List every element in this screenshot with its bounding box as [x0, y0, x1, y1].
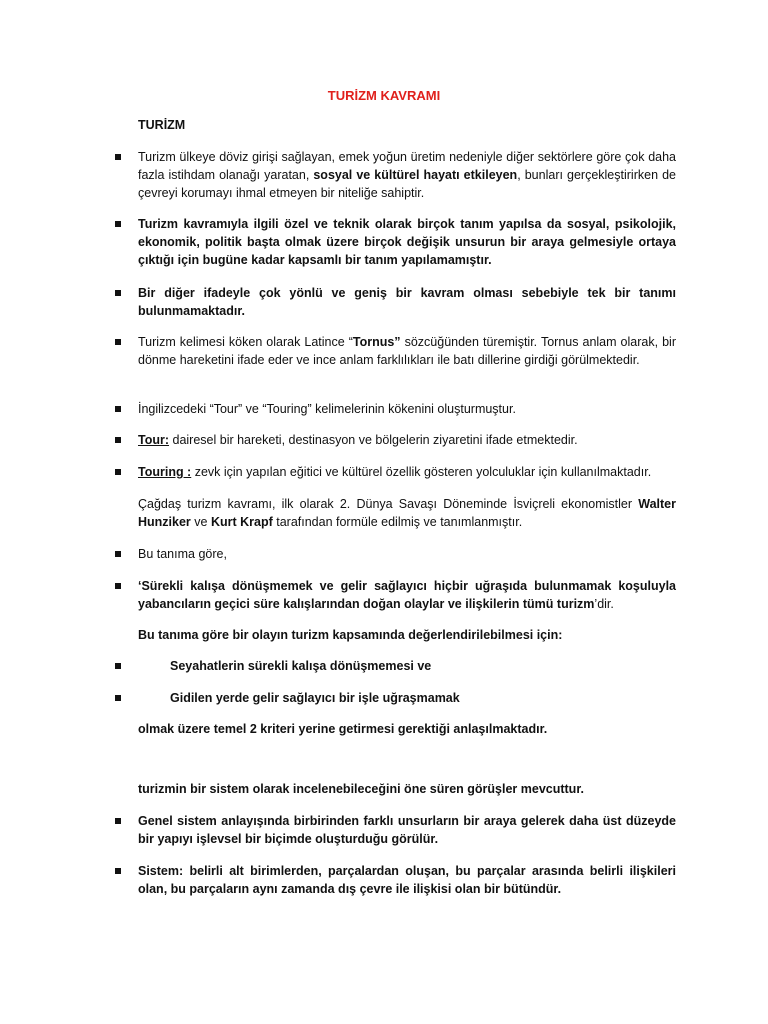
bullet-icon: [115, 818, 121, 824]
bullet-icon: [115, 868, 121, 874]
bullet-icon: [115, 406, 121, 412]
paragraph-11: Bu tanıma göre bir olayın turizm kapsamında değerlendirilebilmesi için:: [138, 628, 563, 642]
paragraph-8: Çağdaş turizm kavramı, ilk olarak 2. Dünya Savaşı Döneminde İsviçreli ekonomistler Walter Hunziker ve Kurt Krapf tarafından formüle edilmiş ve tanımlanmıştır.: [138, 497, 676, 529]
paragraph-15: turizmin bir sistem olarak incelenebileceğini öne süren görüşler mevcuttur.: [138, 782, 584, 796]
paragraph-7: Touring : zevk için yapılan eğitici ve kültürel özellik gösteren yolculuklar için kullanılmaktadır.: [138, 465, 652, 479]
paragraph-6: Tour: dairesel bir hareketi, destinasyon ve bölgelerin ziyaretini ifade etmektedir.: [138, 433, 578, 447]
paragraph-12: Seyahatlerin sürekli kalışa dönüşmemesi ve: [170, 659, 432, 673]
bullet-icon: [115, 663, 121, 669]
bullet-icon: [115, 339, 121, 345]
bullet-icon: [115, 551, 121, 557]
bullet-icon: [115, 437, 121, 443]
bullet-icon: [115, 154, 121, 160]
document-title: TURİZM KAVRAMI: [327, 88, 441, 103]
paragraph-10: ‘Sürekli kalışa dönüşmemek ve gelir sağlayıcı hiçbir uğraşıda bulunmamak koşuluyla yabancıların geçici süre kalışlarından doğan olaylar ve ilişkilerin tümü turizm’dir.: [138, 579, 676, 611]
bullet-icon: [115, 290, 121, 296]
paragraph-4: Turizm kelimesi köken olarak Latince “Tornus” sözcüğünden türemiştir. Tornus anlam olarak, bir dönme hareketini ifade eder ve ince anlam farklılıkları ile batı dillerine girdiği görülmektedir.: [138, 335, 676, 367]
paragraph-9: Bu tanıma göre,: [138, 547, 227, 561]
paragraph-5: İngilizcedeki “Tour” ve “Touring” kelimelerinin kökenini oluşturmuştur.: [138, 402, 516, 416]
section-heading: TURİZM: [138, 118, 186, 132]
bullet-icon: [115, 221, 121, 227]
bullet-icon: [115, 583, 121, 589]
paragraph-3: Bir diğer ifadeyle çok yönlü ve geniş bir kavram olması sebebiyle tek bir tanımı bulunmamaktadır.: [138, 286, 676, 318]
paragraph-14: olmak üzere temel 2 kriteri yerine getirmesi gerektiği anlaşılmaktadır.: [138, 722, 548, 736]
paragraph-16: Genel sistem anlayışında birbirinden farklı unsurların bir araya gelerek daha üst düzeyde bir yapıyı işlevsel bir biçimde oluşturduğu görülür.: [138, 814, 676, 846]
paragraph-13: Gidilen yerde gelir sağlayıcı bir işle uğraşmamak: [170, 691, 460, 705]
paragraph-17: Sistem: belirli alt birimlerden, parçalardan oluşan, bu parçalar arasında belirli ilişkileri olan, bu parçaların aynı zamanda dış çevre ile ilişkisi olan bir bütündür.: [138, 864, 676, 896]
paragraph-2: Turizm kavramıyla ilgili özel ve teknik olarak birçok tanım yapılsa da sosyal, psikolojik, ekonomik, politik başta olmak üzere birçok değişik unsurun bir araya gelmesiyle ortaya çıktığı için bugüne kadar kapsamlı bir tanım yapılamamıştır.: [138, 217, 676, 267]
bullet-icon: [115, 695, 121, 701]
bullet-icon: [115, 469, 121, 475]
paragraph-1: Turizm ülkeye döviz girişi sağlayan, emek yoğun üretim nedeniyle diğer sektörlere göre çok daha fazla istihdam olanağı yaratan, sosyal ve kültürel hayatı etkileyen, bunları gerçekleştirirken de çevreyi korumayı ihmal etmeyen bir niteliğe sahiptir.: [138, 150, 676, 200]
